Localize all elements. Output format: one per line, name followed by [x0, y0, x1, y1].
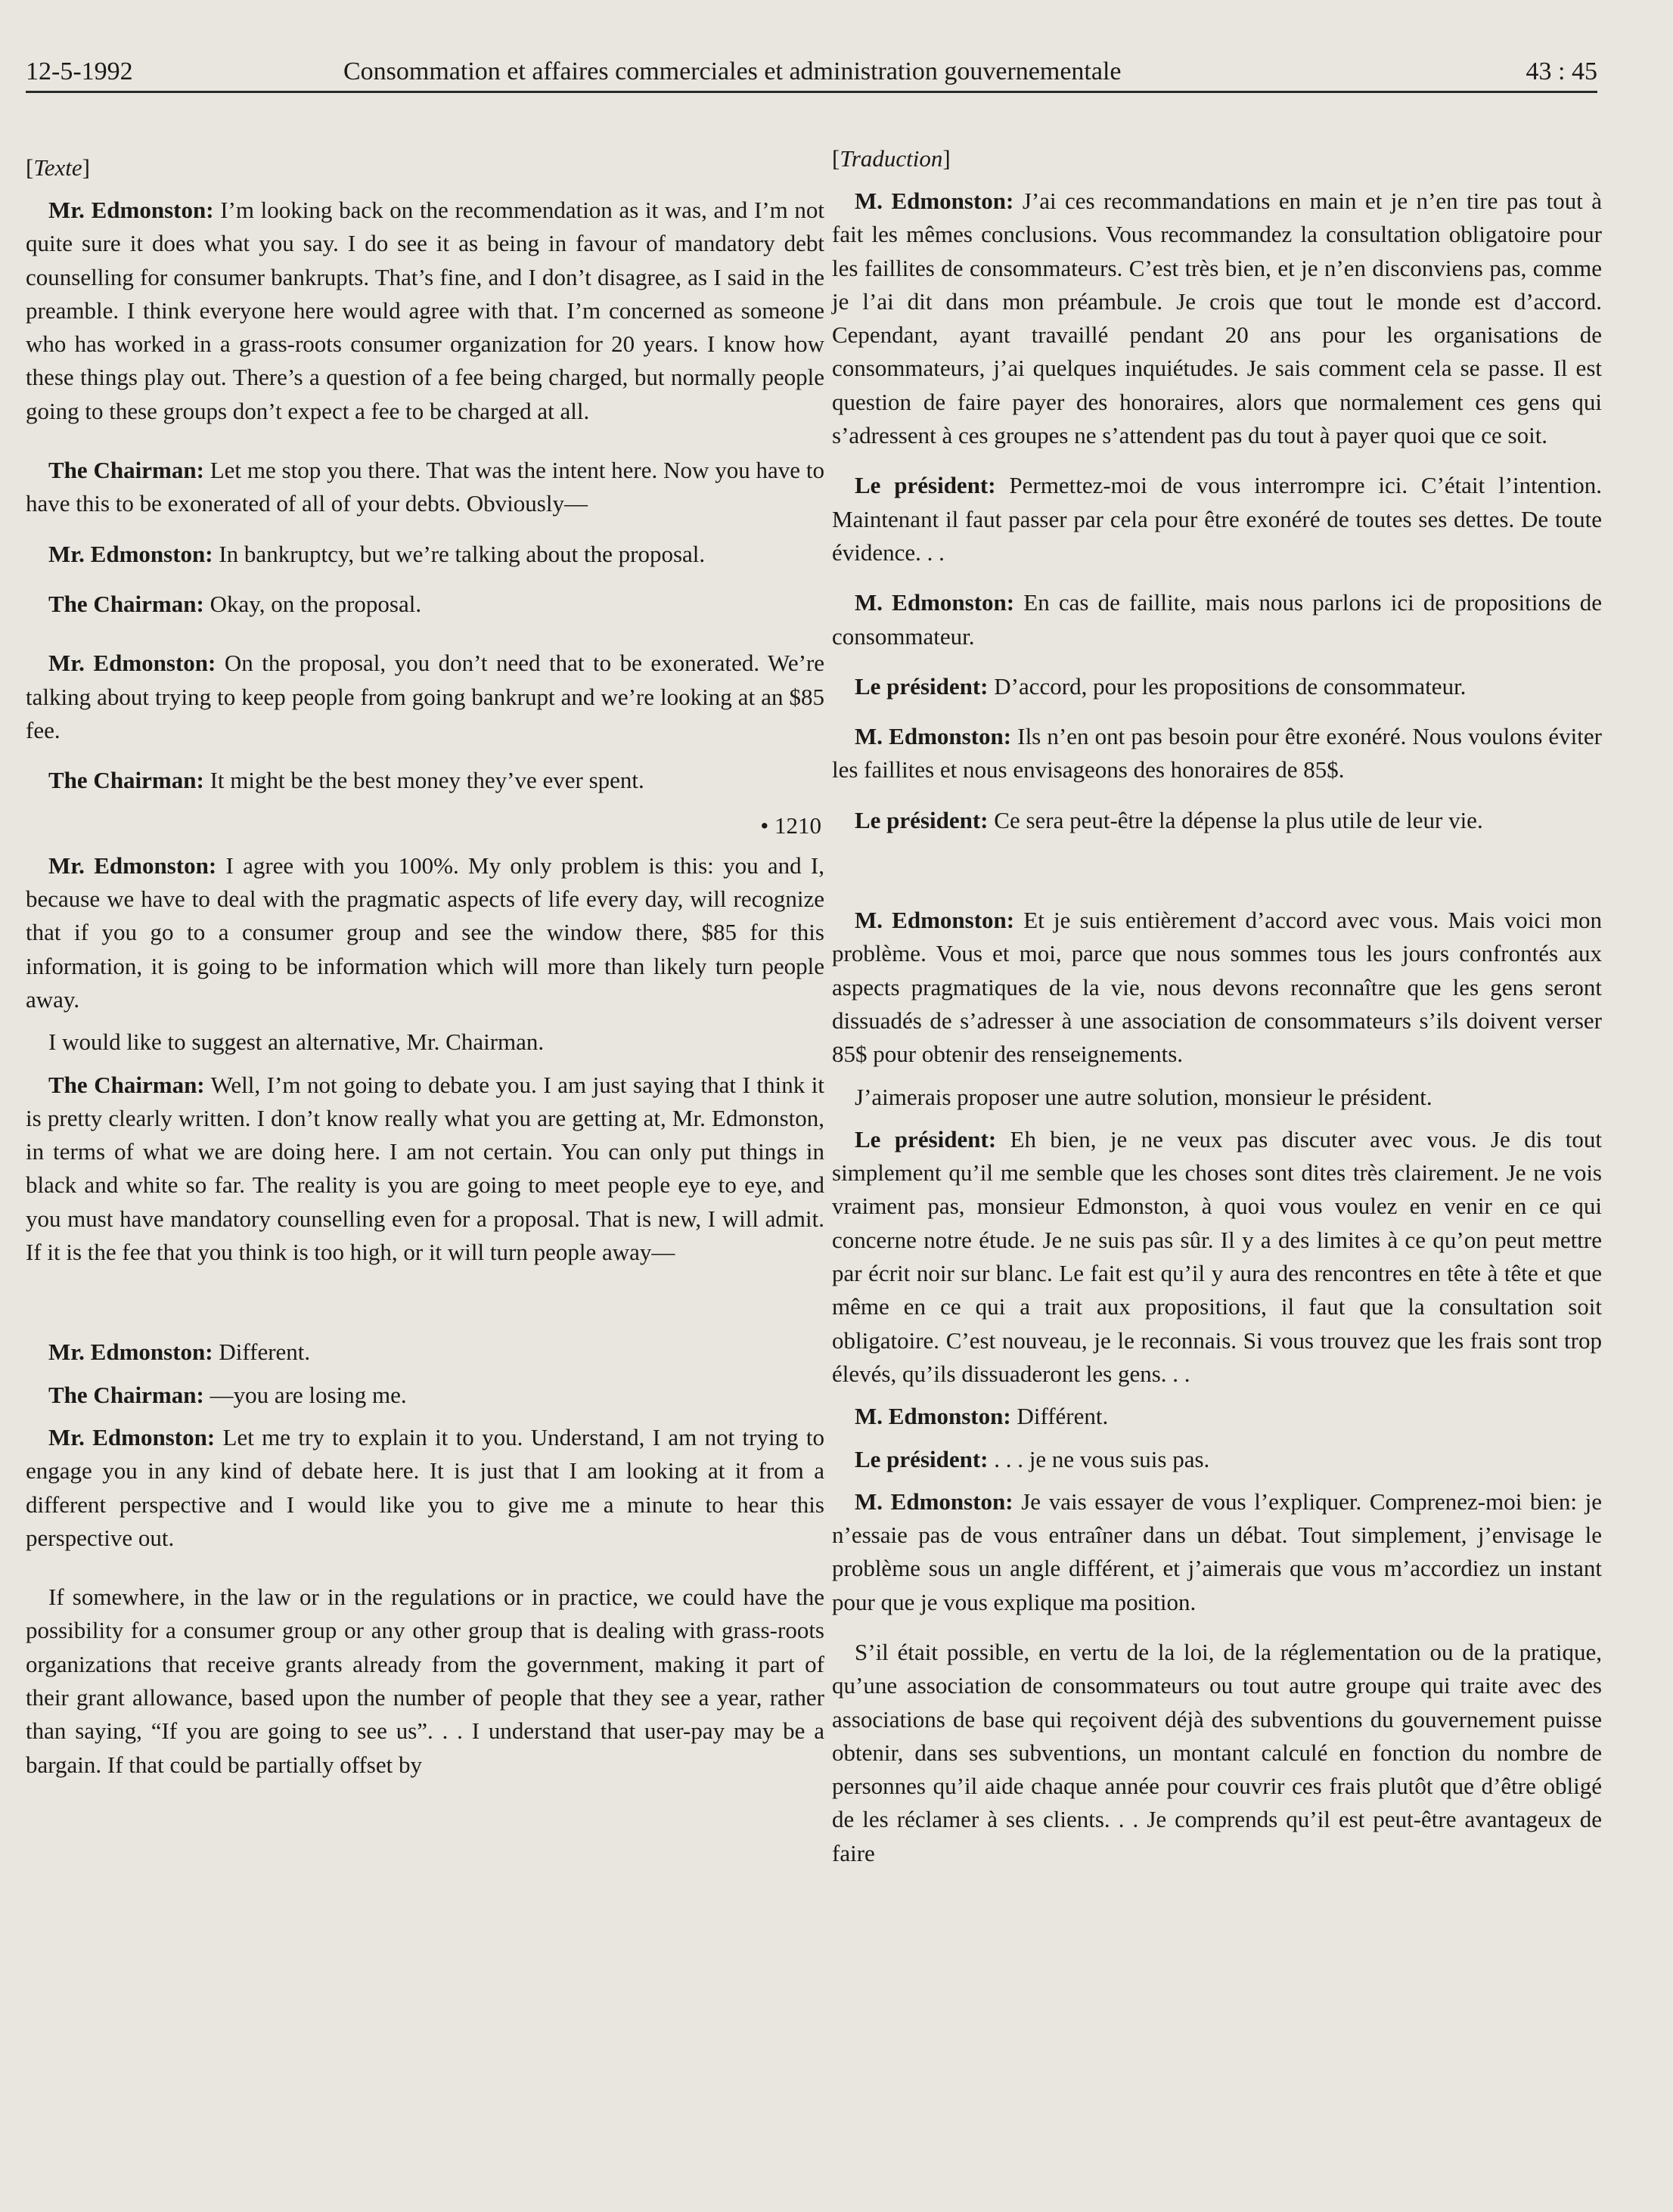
- paragraph: [832, 1443, 1602, 1476]
- paragraph: [832, 1485, 1602, 1619]
- paragraph-text: Let me try to explain it to you. Understand, I am not trying to engage you in any kind of debate here. It is just that I am looking at it from a different perspective and I would like you to give me a minute to hear this perspective out.: [26, 1423, 824, 1551]
- speaker: Mr. Edmonston:: [48, 540, 213, 567]
- paragraph: [26, 1336, 824, 1369]
- paragraph-text: In bankruptcy, but we’re talking about the proposal.: [213, 540, 706, 567]
- paragraph-text: . . . je ne vous suis pas.: [988, 1445, 1210, 1472]
- speaker: Mr. Edmonston:: [48, 197, 214, 223]
- speaker: M. Edmonston:: [855, 188, 1014, 214]
- paragraph: [26, 1421, 824, 1555]
- speaker: Le président:: [855, 472, 996, 499]
- paragraph-text: Eh bien, je ne veux pas discuter avec vous. Je dis tout simplement qu’il me semble que les choses sont dites très clairement. Je ne vois vraiment pas, monsieur Edmonston, à quoi vous voulez en venir en ce qui concerne notre étude. Je ne suis pas sûr. Il y a des limites à ce qu’on peut mettre par écrit noir sur blanc. Le fait est qu’il y aura des rencontres en tête à tête et que même en ce qui a trait aux propositions, il faut que la consultation soit obligatoire. C’est nouveau, je le reconnais. Si vous trouvez que les frais sont trop élevés, qu’ils dissuaderont les gens. . .: [832, 1125, 1602, 1387]
- paragraph: [832, 720, 1602, 787]
- paragraph: [832, 670, 1602, 703]
- paragraph-text: Well, I’m not going to debate you. I am just saying that I think it is pretty clearly written. I don’t know really what you are getting at, Mr. Edmonston, in terms of what we are doing here. I am not certain. You can only put things in black and white so far. The reality is you are going to meet people eye to eye, and you must have mandatory counselling even for a proposal. That is new, I will admit. If it is the fee that you think is too high, or it will turn people away—: [26, 1071, 824, 1266]
- paragraph-text: Different.: [213, 1339, 311, 1366]
- paragraph: [832, 586, 1602, 653]
- paragraph-text: Je vais essayer de vous l’expliquer. Comprenez-moi bien: je n’essaie pas de vous entraîner dans un débat. Tout simplement, j’envisage le problème sous un angle différent, et j’aimerais que vous m’accordiez un instant pour que je vous explique ma position.: [832, 1488, 1602, 1615]
- paragraph-text: Et je suis entièrement d’accord avec vous. Mais voici mon problème. Vous et moi, parce que nous sommes tous les jours confrontés aux aspects pragmatiques de la vie, nous devons reconnaître que les gens seront dissuadés de s’adresser à une association de consommateurs s’ils doivent verser 85$ pour obtenir des renseignements.: [832, 907, 1602, 1068]
- speaker: Mr. Edmonston:: [48, 650, 216, 677]
- speaker: Le président:: [855, 806, 989, 833]
- paragraph-text: Ils n’en ont pas besoin pour être exonéré. Nous voulons éviter les faillites et nous envisageons des honoraires de 85$.: [832, 723, 1602, 783]
- paragraph-text: Okay, on the proposal.: [203, 590, 422, 617]
- paragraph-text: Permettez-moi de vous interrompre ici. C’était l’intention. Maintenant il faut passer par cela pour être exonéré de toutes ses dettes. De toute évidence. . .: [832, 472, 1602, 566]
- paragraph: [832, 185, 1602, 452]
- paragraph-text: I would like to suggest an alternative, Mr. Chairman.: [48, 1028, 545, 1056]
- speaker: M. Edmonston:: [855, 589, 1015, 616]
- speaker: The Chairman:: [48, 767, 204, 794]
- speaker: The Chairman:: [48, 590, 204, 617]
- paragraph-text: It might be the best money they’ve ever spent.: [203, 767, 644, 794]
- paragraph-text: En cas de faillite, mais nous parlons ici de propositions de consommateur.: [832, 589, 1602, 650]
- right-column: [832, 142, 1602, 1870]
- paragraph: [832, 804, 1602, 837]
- speaker: Mr. Edmonston:: [48, 1423, 216, 1450]
- header-date: 12-5-1992: [26, 57, 133, 85]
- page-header: [26, 47, 1597, 93]
- speaker: The Chairman:: [48, 1071, 205, 1098]
- paragraph: [832, 1081, 1602, 1114]
- speaker: M. Edmonston:: [855, 1403, 1011, 1430]
- speaker: M. Edmonston:: [855, 723, 1012, 750]
- speaker: M. Edmonston:: [855, 1488, 1013, 1515]
- paragraph: [26, 849, 824, 1016]
- speaker: Le président:: [855, 1445, 989, 1472]
- paragraph-text: —you are losing me.: [203, 1381, 407, 1408]
- paragraph-text: Let me stop you there. That was the intent here. Now you have to have this to be exonerated of all of your debts. Obviously—: [26, 457, 824, 517]
- paragraph: [832, 1400, 1602, 1433]
- paragraph: [26, 538, 824, 571]
- time-marker: • 1210: [760, 812, 821, 839]
- paragraph-text: Ce sera peut-être la dépense la plus utile de leur vie.: [988, 806, 1483, 833]
- paragraph: [26, 764, 824, 797]
- column-label: [Texte]: [26, 154, 90, 181]
- paragraph: [26, 454, 824, 521]
- paragraph: [26, 1025, 824, 1059]
- speaker: Le président:: [855, 672, 989, 700]
- header-page-number: 43 : 45: [1526, 57, 1597, 85]
- speaker: Le président:: [855, 1125, 997, 1153]
- left-column: [26, 151, 824, 1782]
- paragraph-text: D’accord, pour les propositions de consommateur.: [988, 672, 1467, 700]
- speaker: The Chairman:: [48, 1381, 204, 1408]
- speaker: Mr. Edmonston:: [48, 852, 217, 879]
- paragraph-text: If somewhere, in the law or in the regulations or in practice, we could have the possibility for a consumer group or any other group that is dealing with grass-roots organizations that receive grants already from the government, making it part of their grant allowance, based upon the number of people that they see a year, rather than saying, “If you are going to see us”. . . I understand that user-pay may be a bargain. If that could be partially offset by: [26, 1584, 824, 1778]
- paragraph-text: I agree with you 100%. My only problem is this: you and I, because we have to deal with the pragmatic aspects of life every day, will recognize that if you go to a consumer group and see the window there, $85 for this information, it is going to be information which will more than likely turn people away.: [26, 852, 824, 1013]
- paragraph: [832, 904, 1602, 1071]
- paragraph-text: Différent.: [1010, 1403, 1109, 1430]
- speaker: The Chairman:: [48, 457, 204, 484]
- column-label-text: Traduction: [840, 145, 943, 172]
- paragraph-text: J’ai ces recommandations en main et je n’en tire pas tout à fait les mêmes conclusions. Vous recommandez la consultation obligatoire pour les faillites de consommateurs. C’est très bien, et je n’en disconviens pas, comme je l’ai dit dans mon préambule. Je crois que tout le monde est d’accord. Cependant, ayant travaillé pendant 20 ans pour les organisations de consommateurs, j’ai quelques inquiétudes. Je sais comment cela se passe. Il est question de faire payer des honoraires, alors que normalement ces gens qui s’adressent à ces groupes ne s’attendent pas du tout à payer quoi que ce soit.: [832, 188, 1603, 449]
- paragraph: [832, 1123, 1602, 1391]
- paragraph-text: I’m looking back on the recommendation as it was, and I’m not quite sure it does what you say. I do see it as being in favour of mandatory debt counselling for consumer bankrupts. That’s fine, and I don’t disagree, as I said in the preamble. I think everyone here would agree with that. I’m concerned as someone who has worked in a grass-roots consumer organization for 20 years. I know how these things play out. There’s a question of a fee being charged, but normally people going to these groups don’t expect a fee to be charged at all.: [26, 197, 825, 424]
- header-title: Consommation et affaires commerciales et administration gouvernementale: [343, 57, 1122, 85]
- speaker: M. Edmonston:: [855, 907, 1015, 934]
- paragraph: [26, 588, 824, 621]
- speaker: Mr. Edmonston:: [48, 1339, 213, 1366]
- paragraph-text: S’il était possible, en vertu de la loi, de la réglementation ou de la pratique, qu’une association de consommateurs ou tout autre groupe qui traite avec des associations de base qui reçoivent déjà des subventions du gouvernement puisse obtenir, dans ses subventions, un montant calculé en fonction du nombre de personnes qu’il aide chaque année pour couvrir ces frais plutôt que d’être obligé de les réclamer à ses clients. . . Je comprends qu’il est peut-être avantageux de faire: [832, 1638, 1602, 1866]
- paragraph-text: J’aimerais proposer une autre solution, monsieur le président.: [855, 1083, 1432, 1110]
- paragraph-text: On the proposal, you don’t need that to be exonerated. We’re talking about trying to keep people from going bankrupt and we’re looking at an $85 fee.: [26, 650, 824, 743]
- paragraph: [26, 1379, 824, 1412]
- paragraph: [26, 647, 824, 747]
- paragraph: [26, 1069, 824, 1270]
- column-label-text: Texte: [33, 154, 82, 181]
- paragraph: [832, 469, 1602, 569]
- paragraph: [26, 194, 824, 428]
- paragraph: [832, 1636, 1602, 1870]
- paragraph: [26, 1581, 824, 1782]
- column-label: [Traduction]: [832, 145, 951, 172]
